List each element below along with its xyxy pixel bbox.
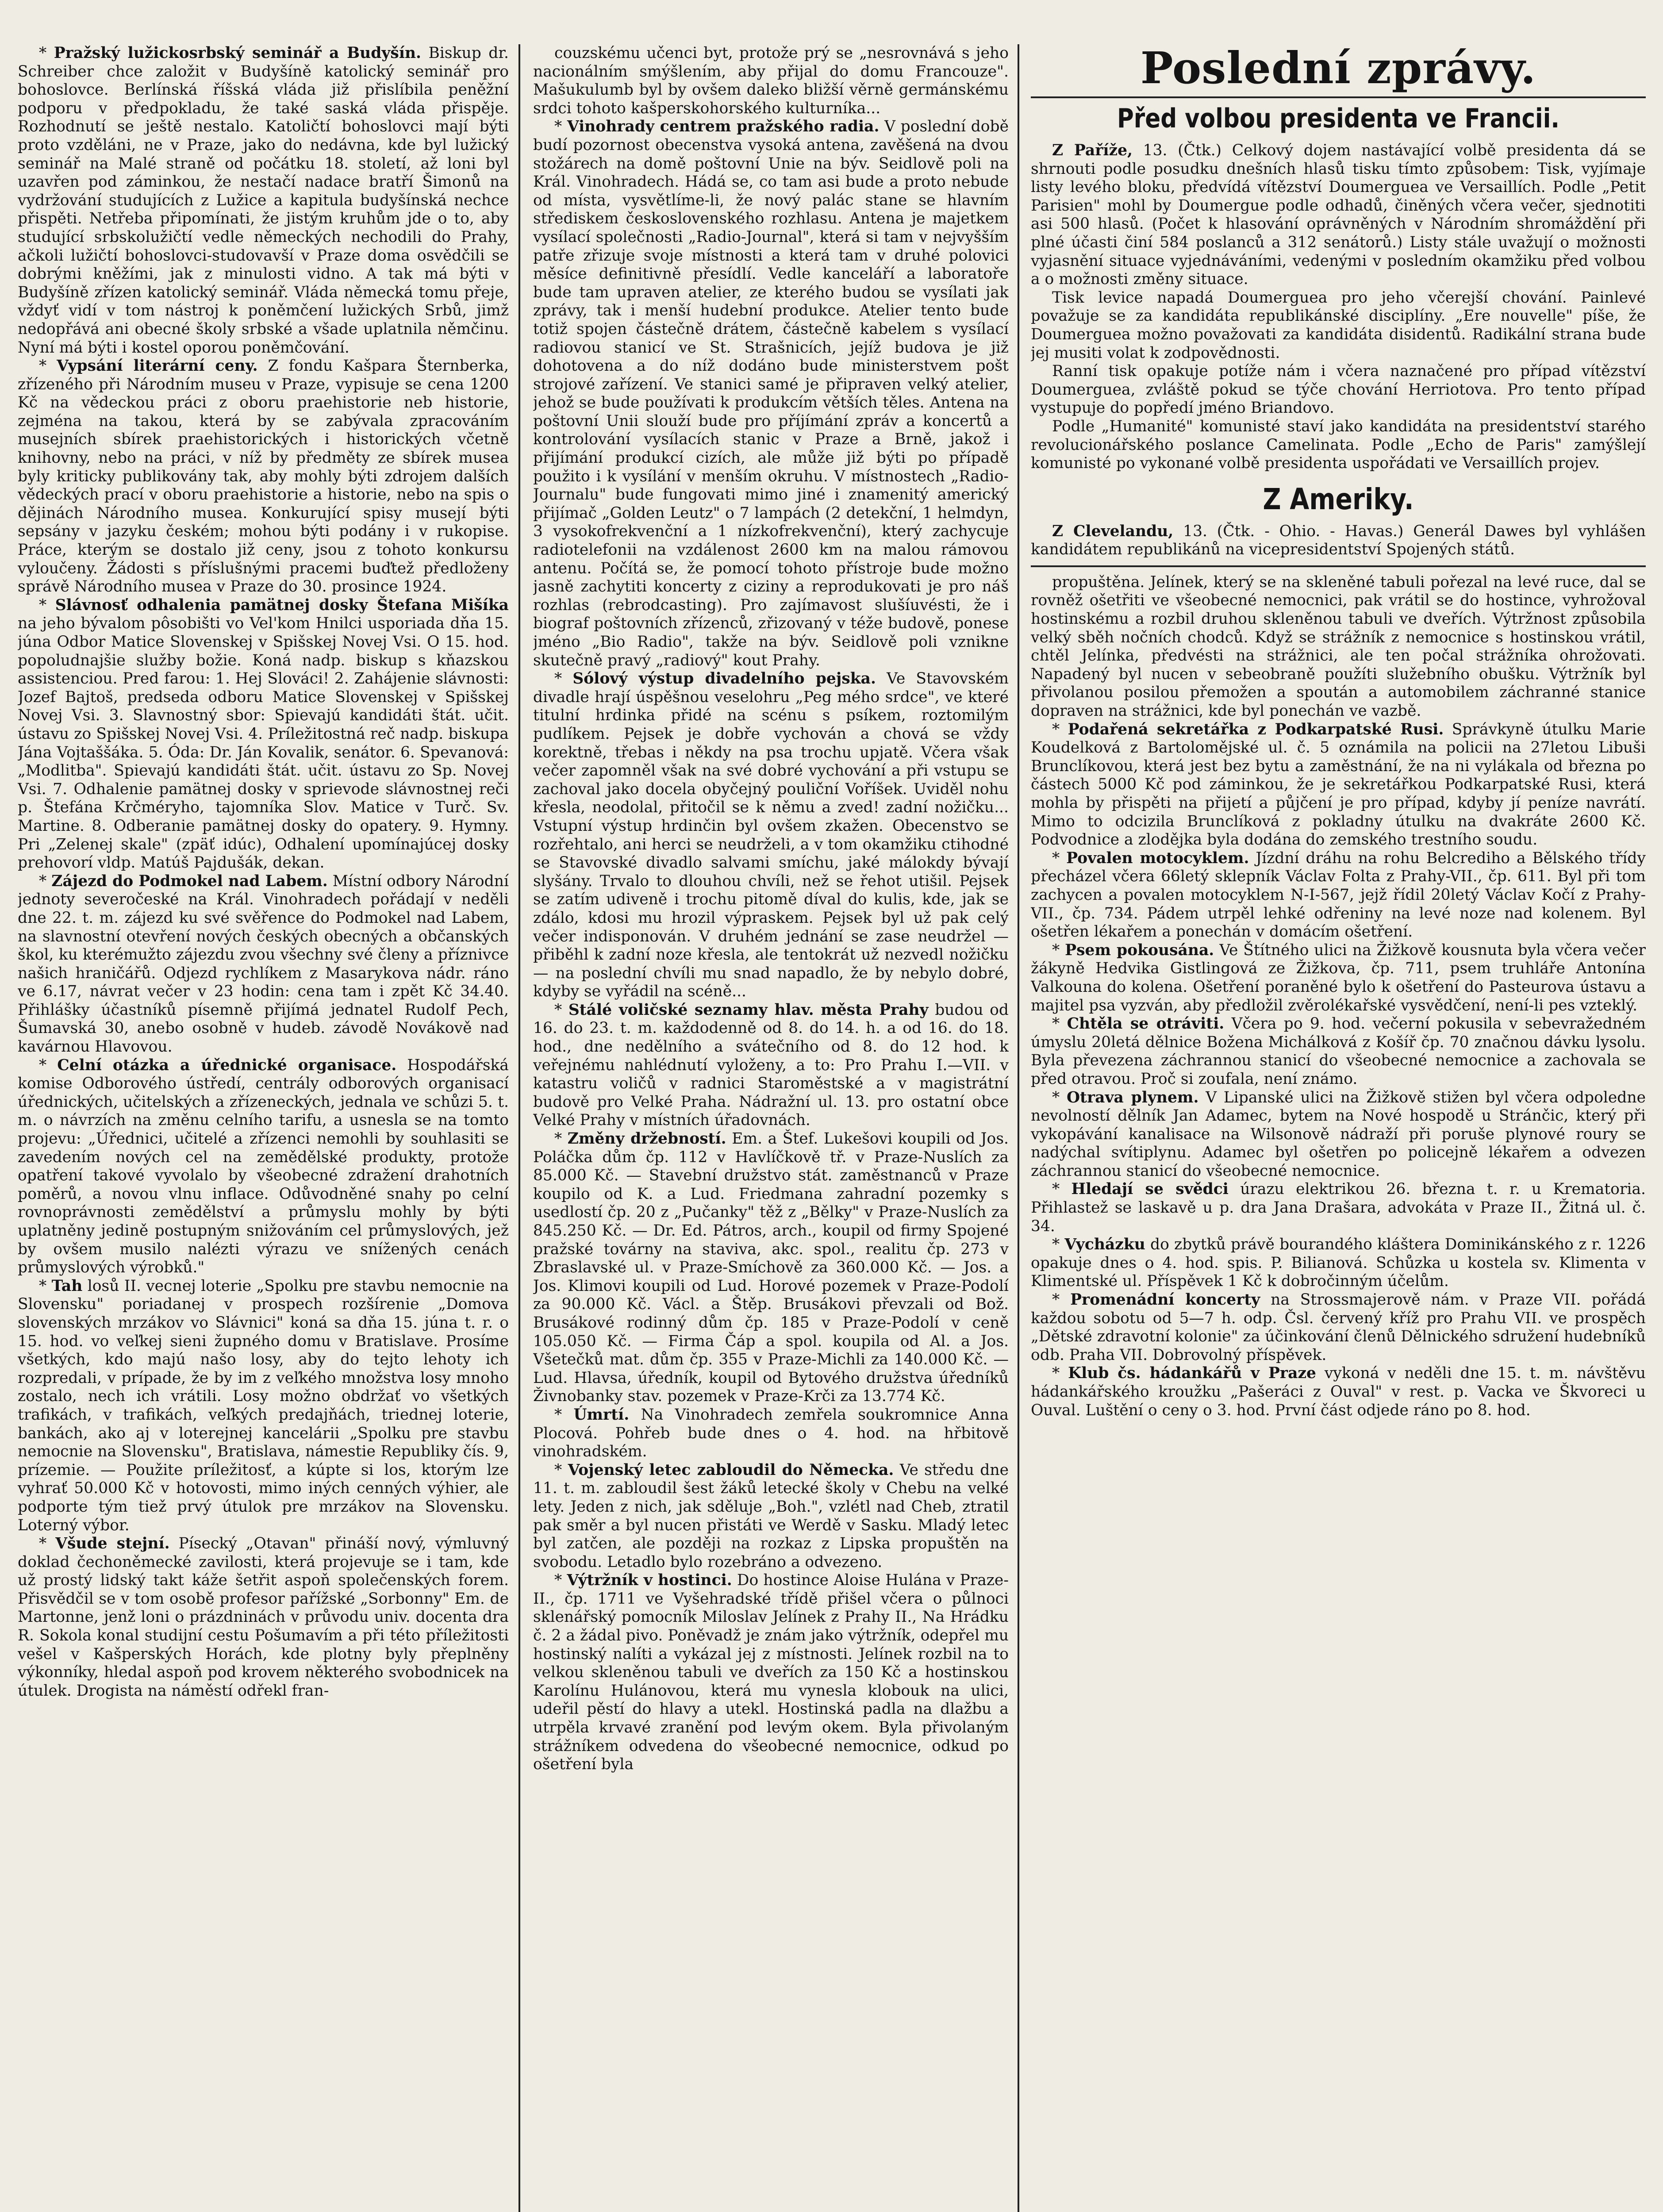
- article-text: Písecký „Otavan" přináší nový, výmluvný doklad čechoněmecké zavilosti, která projevuje se i tam, kde už prostý lidský takt káže šetřit aspoň společenských forem. Přisvědčil se v tom osobě profesor pařížské „Sorbonny" Em. de Martonne, jenž loni o prázdninách v průvodu univ. docenta dra R. Sokola konal studijní cestu Pošumavím a při této příležitosti vešel v Kašperských Horách, kde plotny byly přeplněny výkonníky, hledal aspoň pod krovem některého svobodnicek na útulek. Drogista na náměstí odřekl fran-: [18, 1535, 509, 1700]
- article-heading: Hledají se svědci: [1071, 1180, 1229, 1198]
- article-heading: Slávnosť odhalenia pamätnej dosky Štefana Mišíka: [55, 596, 509, 614]
- article-heading: Sólový výstup divadelního pejska.: [572, 670, 876, 688]
- article-paragraph: * Výtržník v hostinci. Do hostince Aloise Hulána v Praze-II., čp. 1711 ve Vyšehradské třídě přišel včera o půlnoci sklenářský pomocník Miloslav Jelínek z Prahy II., Na Hrádku č. 2 a žádal pivo. Poněvadž je znám jako výtržník, odepřel mu hostinský nalíti a vykázal jej z místnosti. Jelínek rozbil na to velkou skleněnou tabuli ve dveřích za 150 Kč a hostinskou Karolínu Hulánovou, která mu vynesla klobouk na ulici, udeřil pěstí do hlavy a utekl. Hostinská padla na dlažbu a utrpěla krvavé zranění pod levým okem. Byla přivolaným strážníkem odvedena do všeobecné nemocnice, odkud po ošetření byla: [533, 1571, 1009, 1774]
- article-paragraph: * Psem pokousána. Ve Štítného ulici na Žižkově kousnuta byla včera večer žákyně Hedvika Gistlingová ze Žižkova, čp. 711, psem truhláře Antonína Valkouna do kolena. Ošetření poraněné bylo k ošetření do Pasteurova ústavu a majitel psa vyzván, aby předložil zvěrolékařské vysvědčení, není-li pes vzteklý.: [1031, 941, 1646, 1014]
- article-paragraph: * Podařená sekretářka z Podkarpatské Rusi. Správkyně útulku Marie Koudelková z Bartolomějské ul. č. 5 oznámila na policii na 27letou Libuši Brunclíkovou, která jest bez bytu a zaměstnání, že na ni vylákala od března po částech 5000 Kč pod záminkou, že je sekretářkou Podkarpatské Rusi, která mohla by přispěti na přijetí a půjčení je pro případ, kdyby jí peníze navrátí. Mimo to odcizila Brunclíková z pokladny útulku na dvakráte 2600 Kč. Podvodnice a zlodějka byla dodána do zemského trestního soudu.: [1031, 720, 1646, 849]
- section-heading: Z Ameriky.: [1263, 482, 1414, 516]
- column-left: [18, 44, 509, 2212]
- article-text: propuštěna. Jelínek, který se na skleněné tabuli pořezal na levé ruce, dal se rovněž ošetřiti ve všeobecné nemocnici, pak vrátil se do hostince, vyhrožoval hostinskému a rozbil druhou skleněnou tabuli ve dveřích. Výtržnost způsobila velký sběh nočních chodců. Když se strážník z nemocnice s hostinskou vrátil, chtěl Jelínka, předvésti na strážnici, ale ten počal strážníka ohrožovati. Napadený byl nucen v sebeobraně použíti služebního obušku. Výtržník byl přivolanou posilou přemožen a spoután a automobilem záchranné stanice dopraven na strážnici, kde byl ponechán ve vazbě.: [1031, 573, 1646, 720]
- article-heading: Všude stejní.: [55, 1535, 170, 1553]
- article-text: Ranní tisk opakuje potíže nám i včera naznačené pro případ vítězství Doumerguea, zvláště pokud se týče chování Herriotova. Pro tento případ vystupuje do popředí jméno Briandovo.: [1031, 362, 1646, 417]
- article-text: Na Vinohradech zemřela soukromnice Anna Plocová. Pohřeb bude dnes o 4. hod. na hřbitově vinohradském.: [533, 1406, 1009, 1461]
- article-text: vykoná v neděli dne 15. t. m. návštěvu hádankářského kroužku „Pašeráci z Ouval" v rest. p. Vacka ve Škvoreci u Ouval. Luštění o ceny o 3. hod. První část odjede ráno po 8. hod.: [1031, 1364, 1646, 1419]
- article-text: Jízdní dráhu na rohu Belcrediho a Bělského třídy přecházel včera 66letý sklepník Václav Folta z Prahy-VII., čp. 611. Byl při tom zachycen a povalen motocyklem N-I-567, jejž řídil 20letý Václav Kočí z Prahy-VII., čp. 734. Pádem utrpěl lehké odřeniny na levé noze nad kolenem. Byl ošetřen lékařem a ponechán v domácím ošetření.: [1031, 849, 1646, 941]
- article-text: Podle „Humanité" komunisté staví jako kandidáta na presidentství starého revolucionářského poslance Camelinata. Podle „Echo de Paris" zamýšlejí komunisté po vykonané volbě presidenta uspořádati ve Versaillích projev.: [1031, 417, 1646, 472]
- article-heading: Klub čs. hádankářů v Praze: [1068, 1364, 1316, 1382]
- article-paragraph: * Pražský lužickosrbský seminář a Budyšín. Biskup dr. Schreiber chce založit v Budyšíně katolický seminář pro bohoslovce. Berlínská říšská vláda již přislíbila peněžní podporu v předpokladu, že také saská vláda přispěje. Rozhodnutí se ještě nestalo. Katoličtí bohoslovci mají býti proto vzděláni, ne v Praze, jako do nedávna, kde byl lužický seminář na Malé straně od počátku 18. století, až loni byl uzavřen pod záminkou, že nestačí nadace bratří Šimonů na vydržování studujících z Lužice a kapitula budyšínská nechce přispěti. Netřeba připomínati, že jistým kruhům jde o to, aby studující srbskolužičtí vedle německých nechodili do Prahy, ačkoli lužičtí bohoslovci-studovavší v Praze doma osvědčili se dobrými kněžími, jak z minulosti vidno. A tak má býti v Budyšíně zřízen katolický seminář. Vláda německá tomu přeje, vždyť vidí v tom nástroj k poněmčení lužických Srbů, jimž nedopřává ani obecné školy srbské a všade uplatnila němčinu. Nyní má býti i kostel oporou poněmčování.: [18, 44, 509, 357]
- article-paragraph: [533, 44, 1009, 118]
- article-paragraph: * Sólový výstup divadelního pejska. Ve Stavovském divadle hrají úspěšnou veselohru „Peg mého srdce", ve které titulní hrdinka přidé na scénu s psíkem, roztomilým pudlíkem. Pejsek je dobře vychován a chová se vždy korektně, třebas i někdy na psa trochu upjatě. Včera však večer zapomněl však na své dobré vychování a při vstupu se zachoval jako docela obyčejný pouliční Voříšek. Uviděl nohu křesla, neodolal, přitočil se k němu a zved! zadní nožičku... Vstupní výstup hrdinčin byl ovšem zkažen. Obecenstvo se rozřehtalo, ani herci se neudrželi, a v tom okamžiku ctihodné se Stavovské divadlo salvami smíchu, jaké málokdy bývají slyšány. Trvalo to dlouhou chvíli, než se řehot utišil. Pejsek se zatím udiveně i trochu pitomě díval do kulis, kde, jak se zdálo, kdosi mu hrozil výpraskem. Pejsek byl už pak celý večer indisponován. V druhém jednání se zase neudržel — přiběhl k zadní noze křesla, ale tentokrát už nezvedl nožičku — na poslední chvíli mu snad napadlo, že by nebylo dobré, kdyby se vyřádil na scéně...: [533, 670, 1009, 1001]
- divider: [1031, 565, 1646, 567]
- article-heading: Otrava plynem.: [1066, 1088, 1199, 1106]
- news-block-france: [1031, 142, 1646, 473]
- article-paragraph: * Klub čs. hádankářů v Praze vykoná v neděli dne 15. t. m. návštěvu hádankářského kroužku „Pašeráci z Ouval" v rest. p. Vacka ve Škvoreci u Ouval. Luštění o ceny o 3. hod. První část odjede ráno po 8. hod.: [1031, 1364, 1646, 1419]
- banner-headline: Poslední zprávy.: [1140, 44, 1536, 94]
- article-heading: Povalen motocyklem.: [1066, 849, 1249, 867]
- article-text: V poslední době budí pozornost obecenstva vysoká antena, zavěšená na dvou stožárech na domě poštovní Unie na býv. Seidlově poli na Král. Vinohradech. Hádá se, co tam asi bude a proto nebude od místa, vysvětlíme-li, že nový palác stane se hlavním střediskem československého rozhlasu. Antena je majetkem vysílací společnosti „Radio-Journal", která si tam v nejvyšším patře zřizuje svoje místnosti a která tam v druhé polovici měsíce definitivně přesídlí. Vedle kanceláří a laboratoře bude tam upraven atelier, ze kterého budou se vysílati jak zprávy, tak i menší hudební produkce. Atelier tento bude totiž spojen částečně drátem, částečně kabelem s vysílací radiovou stanicí ve St. Strašnicích, jejíž budova je již dohotovena a do níž dodáno bude ministerstvem pošt strojové zařízení. Ve stanici samé je připraven velký atelier, jehož se bude používati k produkcím větších těles. Antena na poštovní Unii slouží bude pro příjímání zpráv a koncertů a kontrolování vysílacích stanic v Praze a Brně, jakož i přijímání produkcí cizích, ale může již býti po případě použito i k vysílání v menším okruhu. V místnostech „Radio-Journalu" bude fungovati mimo jiné i znamenitý americký přijímač „Golden Leutz" o 7 lampách (2 detekční, 1 helmdyn, 3 vysokofrekvenční a 1 nízkofrekvenční), který zachycuje radiotelefonii na vzdálenost 2600 km na malou rámovou antenu. Počítá se, že pomocí tohoto přístroje bude možno jasně zachytiti koncerty z ciziny a reprodukovati je pro náš rozhlas (rebrodcasting). Pro zajímavost slušíuvésti, že i biograf poštovních zřízenců, zřizovaný v téže budově, ponese jméno „Bio Radio", takže na býv. Seidlově poli vznikne skutečně pravý „radiový" kout Prahy.: [533, 118, 1009, 669]
- article-paragraph: * Všude stejní. Písecký „Otavan" přináší nový, výmluvný doklad čechoněmecké zavilosti, která projevuje se i tam, kde už prostý lidský takt káže šetřit aspoň společenských forem. Přisvědčil se v tom osobě profesor pařížské „Sorbonny" Em. de Martonne, jenž loni o prázdninách v průvodu univ. docenta dra R. Sokola konal studijní cestu Pošumavím a při této příležitosti vešel v Kašperských Horách, kde plotny byly přeplněny výkonníky, hledal aspoň pod krovem některého svobodnicek na útulek. Drogista na náměstí odřekl fran-: [18, 1535, 509, 1700]
- article-heading: Tah: [51, 1277, 83, 1295]
- article-text: Správkyně útulku Marie Koudelková z Bartolomějské ul. č. 5 oznámila na policii na 27letou Libuši Brunclíkovou, která jest bez bytu a zaměstnání, že na ni vylákala od března po částech 5000 Kč pod záminkou, že je sekretářkou Podkarpatské Rusi, která mohla by přispěti na přijetí a půjčení je pro případ, kdyby jí peníze navrátí. Mimo to odcizila Brunclíková z pokladny útulku na dvakráte 2600 Kč. Podvodnice a zlodějka byla dodána do zemského trestního soudu.: [1031, 720, 1646, 849]
- article-text: 13. (Čtk.) Celkový dojem nastávající volbě presidenta dá se shrnouti podle posudku dnešních hlasů tisku tímto způsobem: Tisk, vyjímaje listy levého bloku, předvídá vítězství Doumerguea ve Versaillích. Podle „Petit Parisien" mohl by Doumergue podle odhadů, činěných včera večer, sjednotiti asi 500 hlasů. (Počet k hlasování oprávněných v Národním shromáždění při plné účasti činí 584 poslanců a 312 senátorů.) Listy stále uvažují o možnosti vyjasnění situace vyjednáváními, vedenými v posledním okamžiku před volbou a o možnosti změny situace.: [1031, 142, 1646, 288]
- news-block-america: [1031, 522, 1646, 559]
- article-paragraph: * Vypsání literární ceny. Z fondu Kašpara Šternberka, zřízeného při Národním museu v Praze, vypisuje se cena 1200 Kč na vědeckou práci z oboru praehistorie neb historie, zejména na takou, která by se zabývala zpracováním musejních sbírek praehistorických i historických včetně knihovny, nebo na práci, v níž by předměty ze sbírek musea byly kriticky publikovány tak, aby mohly býti zdrojem dalších vědeckých prací v oboru praehistorie a historie, nebo na spis o dějinách Národního musea. Konkurující spisy musejí býti sepsány v jazyku českém; mohou býti podány i v rukopise. Práce, kterým se dostalo již ceny, jsou z tohoto konkursu vyloučeny. Žádosti s příslušnými pracemi buďtež předloženy správě Národního musea v Praze do 30. prosince 1924.: [18, 357, 509, 596]
- divider: [1031, 96, 1646, 98]
- article-paragraph: * Tah losů II. vecnej loterie „Spolku pre stavbu nemocnie na Slovensku" poriadanej v prospech rozšírenie „Domova slovenských mrzákov vo Slávnici" koná sa dňa 15. júna t. r. o 15. hod. vo veľkej sieni župného domu v Bratislave. Prosíme všetkých, kdo majú našo losy, aby do tejto lehoty ich rozpredali, v prípade, že by im z veľkého množstva losy mnoho zostalo, nech ich vrátili. Losy možno obdržať vo všetkých trafikách, v trafikách, veľkých predajňách, triednej loterie, bankách, ako aj v loterejnej kancelárii „Spolku pre stavbu nemocnie na Slovensku", Bratislava, námestie Republiky čís. 9, prízemie. — Použite príležitosť, a kúpte si los, ktorým lze vyhrať 50.000 Kč v hotovosti, mimo iných cenných výhier, ale podporte tým tiež prvý útulok pre mrzákov na Slovensku. Loterný výbor.: [18, 1277, 509, 1534]
- article-text: na Strossmajerově nám. v Praze VII. pořádá každou sobotu od 5—7 h. odp. Čsl. červený kříž pro Prahu VII. ve prospěch „Dětské zdravotní kolonie" za účinkování členů Dělnického sdružení hudebníků odb. Praha VII. Dobrovolný příspěvek.: [1031, 1291, 1646, 1364]
- article-paragraph: * Vinohrady centrem pražského radia. V poslední době budí pozornost obecenstva vysoká antena, zavěšená na dvou stožárech na domě poštovní Unie na býv. Seidlově poli na Král. Vinohradech. Hádá se, co tam asi bude a proto nebude od místa, vysvětlíme-li, že nový palác stane se hlavním střediskem československého rozhlasu. Antena je majetkem vysílací společnosti „Radio-Journal", která si tam v nejvyšším patře zřizuje svoje místnosti a která tam v druhé polovici měsíce definitivně přesídlí. Vedle kanceláří a laboratoře bude tam upraven atelier, ze kterého budou se vysílati jak zprávy, tak i menší hudební produkce. Atelier tento bude totiž spojen částečně drátem, částečně kabelem s vysílací radiovou stanicí ve St. Strašnicích, jejíž budova je již dohotovena a do níž dodáno bude ministerstvem pošt strojové zařízení. Ve stanici samé je připraven velký atelier, jehož se bude používati k produkcím větších těles. Antena na poštovní Unii slouží bude pro příjímání zpráv a koncertů a kontrolování vysílacích stanic v Praze a Brně, jakož i přijímání produkcí cizích, ale může již býti po případě použito i k vysílání v menším okruhu. V místnostech „Radio-Journalu" bude fungovati mimo jiné i znamenitý americký přijímač „Golden Leutz" o 7 lampách (2 detekční, 1 helmdyn, 3 vysokofrekvenční a 1 nízkofrekvenční), který zachycuje radiotelefonii na vzdálenost 2600 km na malou rámovou antenu. Počítá se, že pomocí tohoto přístroje bude možno jasně zachytiti koncerty z ciziny a reprodukovati je pro náš rozhlas (rebrodcasting). Pro zajímavost slušíuvésti, že i biograf poštovních zřízenců, zřizovaný v téže budově, ponese jméno „Bio Radio", takže na býv. Seidlově poli vznikne skutečně pravý „radiový" kout Prahy.: [533, 118, 1009, 669]
- article-paragraph: [1031, 142, 1646, 289]
- article-heading: Promenádní koncerty: [1070, 1291, 1260, 1309]
- article-text: couzskému učenci byt, protože prý se „nesrovnává s jeho nacionálním smýšlením, aby přijal do domu Francouze". Mašukulumb byl by ovšem daleko bližší věrně germánskému srdci tohoto kašperskohorského kulturníka...: [533, 44, 1009, 117]
- article-heading: Úmrtí.: [573, 1406, 630, 1424]
- article-heading: Podařená sekretářka z Podkarpatské Rusi.: [1068, 720, 1444, 738]
- article-paragraph: [1031, 522, 1646, 559]
- article-text: Z fondu Kašpara Šternberka, zřízeného při Národním museu v Praze, vypisuje se cena 1200 Kč na vědeckou práci z oboru praehistorie neb historie, zejména na takou, která by se zabývala zpracováním musejních sbírek praehistorických i historických včetně knihovny, nebo na práci, v níž by předměty ze sbírek musea byly kriticky publikovány tak, aby mohly býti zdrojem dalších vědeckých prací v oboru praehistorie a historie, nebo na spis o dějinách Národního musea. Konkurující spisy musejí býti sepsány v jazyku českém; mohou býti podány i v rukopise. Práce, kterým se dostalo již ceny, jsou z tohoto konkursu vyloučeny. Žádosti s příslušnými pracemi buďtež předloženy správě Národního musea v Praze do 30. prosince 1924.: [18, 357, 509, 596]
- article-paragraph: * Úmrtí. Na Vinohradech zemřela soukromnice Anna Plocová. Pohřeb bude dnes o 4. hod. na hřbitově vinohradském.: [533, 1406, 1009, 1461]
- column-middle: [533, 44, 1009, 2212]
- article-text: losů II. vecnej loterie „Spolku pre stavbu nemocnie na Slovensku" poriadanej v prospech rozšírenie „Domova slovenských mrzákov vo Slávnici" koná sa dňa 15. júna t. r. o 15. hod. vo veľkej sieni župného domu v Bratislave. Prosíme všetkých, kdo majú našo losy, aby do tejto lehoty ich rozpredali, v prípade, že by im z veľkého množstva losy mnoho zostalo, nech ich vrátili. Losy možno obdržať vo všetkých trafikách, v trafikách, veľkých predajňách, triednej loterie, bankách, ako aj v loterejnej kancelárii „Spolku pre stavbu nemocnie na Slovensku", Bratislava, námestie Republiky čís. 9, prízemie. — Použite príležitosť, a kúpte si los, ktorým lze vyhrať 50.000 Kč v hotovosti, mimo iných cenných výhier, ale podporte tým tiež prvý útulok pre mrzákov na Slovensku. Loterný výbor.: [18, 1277, 509, 1534]
- subheadline: Před volbou presidenta ve Francii.: [1117, 103, 1560, 134]
- article-heading: Z Paříže,: [1052, 142, 1133, 159]
- article-text: Biskup dr. Schreiber chce založit v Budyšíně katolický seminář pro bohoslovce. Berlínská říšská vláda již přislíbila peněžní podporu v předpokladu, že také saská vláda přispěje. Rozhodnutí se ještě nestalo. Katoličtí bohoslovci mají býti proto vzděláni, ne v Praze, jako do nedávna, kde byl lužický seminář na Malé straně od počátku 18. století, až loni byl uzavřen pod záminkou, že nestačí nadace bratří Šimonů na vydržování studujících z Lužice a kapitula budyšínská nechce přispěti. Netřeba připomínati, že jistým kruhům jde o to, aby studující srbskolužičtí vedle německých nechodili do Prahy, ačkoli lužičtí bohoslovci-studovavší v Praze doma osvědčili se dobrými kněžími, jak z minulosti vidno. A tak má býti v Budyšíně zřízen katolický seminář. Vláda německá tomu přeje, vždyť vidí v tom nástroj k poněmčení lužických Srbů, jimž nedopřává ani obecné školy srbské a všade uplatnila němčinu. Nyní má býti i kostel oporou poněmčování.: [18, 44, 509, 357]
- article-text: na jeho bývalom pôsobišti vo Vel'kom Hnilci usporiada dňa 15. júna Odbor Matice Slovenskej v Spišskej Novej Vsi. O 15. hod. popoludnajšie služby božie. Koná nadp. biskup s kňazskou assistenciou. Pred farou: 1. Hej Slováci! 2. Zahájenie slávnosti: Jozef Bajtoš, predseda odboru Matice Slovenskej v Spišskej Novej Vsi. 3. Slavnostný sbor: Spievajú kandidáti štát. učit. ústavu zo Spišskej Novej Vsi. 4. Príležitostná reč nadp. biskupa Jána Vojtaššáka. 5. Óda: Dr. Ján Kovalik, senátor. 6. Spevanová: „Modlitba". Spievajú kandidáti štát. učit. ústavu zo Sp. Novej Vsi. 7. Odhalenie pamätnej dosky v sprievode slávnostnej reči p. Štefána Krčméryho, tajomníka Slov. Matice v Turč. Sv. Martine. 8. Odberanie pamätnej dosky do opatery. 9. Hymny. Pri „Zelenej skale" (zpäť idúc), Odhalení upomínajúcej dosky prehovorí vldp. Matúš Pajdušák, dekan.: [18, 614, 509, 872]
- article-heading: Z Clevelandu,: [1052, 522, 1174, 540]
- article-heading: Chtěla se otráviti.: [1067, 1015, 1225, 1033]
- article-heading: Zájezd do Podmokel nad Labem.: [51, 872, 328, 890]
- article-paragraph: * Celní otázka a úřednické organisace. Hospodářská komise Odborového ústředí, centrály odborových organisací úřednických, učitelských a zřízeneckých, jednala ve schůzi 5. t. m. o návrzích na změnu celního tarifu, a usnesla se na tomto projevu: „Úřednici, učitelé a zřízenci nemohli by souhlasiti se zavedením nových cel na zemědělské produkty, protože opatření takové vyvolalo by všeobecné zdražení drahotních poměrů, a novou vlnu inflace. Odůvodněné snahy po celní rovnoprávnosti zemědělství a průmyslu mohly by býti uplatněny jedině postupným snižováním cel průmyslových, jež by ovšem musilo nalézti výrazu ve snížených cenách průmyslových výrobků.": [18, 1056, 509, 1277]
- article-heading: Vinohrady centrem pražského radia.: [567, 118, 880, 136]
- article-text: 13. (Čtk. - Ohio. - Havas.) Generál Dawes byl vyhlášen kandidátem republikánů na vicepresidentství Spojených států.: [1031, 522, 1646, 559]
- article-paragraph: * Stálé voličské seznamy hlav. města Prahy budou od 16. do 23. t. m. každodenně od 8. do 14. h. a od 16. do 18. hod., dne nedělního a svátečního od 8. do 12 hod. k veřejnému nahlédnutí vyloženy, a to: Pro Prahu I.—VII. v katastru voličů v radnici Staroměstské a v magistrátní budově pro Velké Praha. Nádražní ul. 13. pro ostatní obce Velké Prahy v místních úřadovnách.: [533, 1001, 1009, 1129]
- column-right: [1031, 44, 1646, 2212]
- article-paragraph: * Hledají se svědci úrazu elektrikou 26. března t. r. u Krematoria. Přihlastež se laskavě u p. dra Jana Drašara, advokáta v Praze II., Žitná ul. č. 34.: [1031, 1180, 1646, 1235]
- column-divider: [1018, 44, 1019, 2212]
- article-text: úrazu elektrikou 26. března t. r. u Krematoria. Přihlastež se laskavě u p. dra Jana Drašara, advokáta v Praze II., Žitná ul. č. 34.: [1031, 1180, 1646, 1235]
- article-paragraph: * Změny držebností. Em. a Štef. Lukešovi koupili od Jos. Poláčka dům čp. 112 v Havlíčkově tř. v Praze-Nuslích za 85.000 Kč. — Stavební družstvo stát. zaměstnanců v Praze koupilo od K. a Lud. Friedmana zahradní pozemky s usedlostí čp. 20 z „Pučanky" těž z „Bělky" v Praze-Nuslích za 845.250 Kč. — Dr. Ed. Pátros, arch., koupil od firmy Spojené pražské továrny na staviva, akc. spol., realitu čp. 273 v Zbraslavské ul. v Praze-Smíchově za 360.000 Kč. — Jos. a Jos. Klimovi koupili od Lud. Horové pozemek v Praze-Podolí za 90.000 Kč. Václ. a Štěp. Brusákovi převzali od Bož. Brusákové rodinný dům čp. 185 v Praze-Podolí v ceně 105.050 Kč. — Firma Čáp a spol. koupila od Al. a Jos. Všetečků mat. dům čp. 355 v Praze-Michli za 140.000 Kč. — Lud. Hlavsa, úředník, koupil od Bytového družstva úředníků Živnobanky stav. pozemek v Praze-Krči za 13.774 Kč.: [533, 1130, 1009, 1406]
- article-heading: Celní otázka a úřednické organisace.: [57, 1056, 397, 1074]
- article-heading: Vycházku: [1064, 1236, 1145, 1254]
- article-heading: Psem pokousána.: [1065, 941, 1214, 959]
- article-paragraph: * Chtěla se otráviti. Včera po 9. hod. večerní pokusila v sebevražedném úmyslu 20letá dělnice Božena Michálková z Košíř čp. 70 značnou dávku lysolu. Byla převezena záchrannou stanicí do všeobecné nemocnice a zachovala se před otravou. Proč si zoufala, není známo.: [1031, 1015, 1646, 1088]
- article-heading: Výtržník v hostinci.: [567, 1571, 732, 1590]
- article-paragraph: * Otrava plynem. V Lipanské ulici na Žižkově stižen byl včera odpoledne nevolností dělník Jan Adamec, bytem na Nové hospodě u Stránčic, který při vykopávání kanalisace na Wilsonově nádraží při poruše plynové roury se nadýchal svítiplynu. Adamec byl ošetřen po policejně lékařem a odvezen záchrannou stanicí do všeobecné nemocnice.: [1031, 1088, 1646, 1180]
- article-text: Ve středu dne 11. t. m. zabloudil šest žáků letecké školy v Chebu na velké lety. Jeden z nich, jak sděluje „Boh.", vzlétl nad Cheb, ztratil pak směr a byl nucen přistáti ve Werdě v Sasku. Mladý letec byl zatčen, ale později na rozkaz z Lipska propuštěn na svobodu. Letadlo bylo rozebráno a odvezeno.: [533, 1461, 1009, 1571]
- article-paragraph: [1031, 289, 1646, 362]
- article-text: Tisk levice napadá Doumerguea pro jeho včerejší chování. Painlevé považuje se za kandidáta republikánské disciplíny. „Ere nouvelle" píše, že Doumerguea možno považovati za kandidáta disidentů. Radikální strana bude jej musiti volat k zodpovědnosti.: [1031, 288, 1646, 362]
- article-text: Včera po 9. hod. večerní pokusila v sebevražedném úmyslu 20letá dělnice Božena Michálková z Košíř čp. 70 značnou dávku lysolu. Byla převezena záchrannou stanicí do všeobecné nemocnice a zachovala se před otravou. Proč si zoufala, není známo.: [1031, 1015, 1646, 1088]
- article-paragraph: [1031, 573, 1646, 721]
- article-paragraph: * Promenádní koncerty na Strossmajerově nám. v Praze VII. pořádá každou sobotu od 5—7 h. odp. Čsl. červený kříž pro Prahu VII. ve prospěch „Dětské zdravotní kolonie" za účinkování členů Dělnického sdružení hudebníků odb. Praha VII. Dobrovolný příspěvek.: [1031, 1291, 1646, 1364]
- article-heading: Vypsání literární ceny.: [57, 357, 258, 375]
- article-paragraph: * Zájezd do Podmokel nad Labem. Místní odbory Národní jednoty severočeské na Král. Vinohradech pořádají v neděli dne 22. t. m. zájezd ku své svěřence do Podmokel nad Labem, na slavnostní otevření nových českých obecných a občanských škol, ku kterémužto zájezdu zvou všechny své členy a příznivce našich hraničářů. Odjezd rychlíkem z Masarykova nádr. ráno ve 6.17, návrat večer v 23 hodin: cena tam i zpět Kč 34.40. Přihlášky účastníků písemně přijímá jednatel Rudolf Pech, Šumavská 30, anebo osobně v hudeb. závodě Novákově nad kavárnou Hlavovou.: [18, 872, 509, 1056]
- article-text: Hospodářská komise Odborového ústředí, centrály odborových organisací úřednických, učitelských a zřízeneckých, jednala ve schůzi 5. t. m. o návrzích na změnu celního tarifu, a usnesla se na tomto projevu: „Úřednici, učitelé a zřízenci nemohli by souhlasiti se zavedením nových cel na zemědělské produkty, protože opatření takové vyvolalo by všeobecné zdražení drahotních poměrů, a novou vlnu inflace. Odůvodněné snahy po celní rovnoprávnosti zemědělství a průmyslu mohly by býti uplatněny jedině postupným snižováním cel průmyslových, jež by ovšem musilo nalézti výrazu ve snížených cenách průmyslových výrobků.": [18, 1056, 509, 1277]
- article-paragraph: [1031, 418, 1646, 473]
- article-text: Em. a Štef. Lukešovi koupili od Jos. Poláčka dům čp. 112 v Havlíčkově tř. v Praze-Nuslích za 85.000 Kč. — Stavební družstvo stát. zaměstnanců v Praze koupilo od K. a Lud. Friedmana zahradní pozemky s usedlostí čp. 20 z „Pučanky" těž z „Bělky" v Praze-Nuslích za 845.250 Kč. — Dr. Ed. Pátros, arch., koupil od firmy Spojené pražské továrny na staviva, akc. spol., realitu čp. 273 v Zbraslavské ul. v Praze-Smíchově za 360.000 Kč. — Jos. a Jos. Klimovi koupili od Lud. Horové pozemek v Praze-Podolí za 90.000 Kč. Václ. a Štěp. Brusákovi převzali od Bož. Brusákové rodinný dům čp. 185 v Praze-Podolí v ceně 105.050 Kč. — Firma Čáp a spol. koupila od Al. a Jos. Všetečků mat. dům čp. 355 v Praze-Michli za 140.000 Kč. — Lud. Hlavsa, úředník, koupil od Bytového družstva úředníků Živnobanky stav. pozemek v Praze-Krči za 13.774 Kč.: [533, 1130, 1009, 1406]
- article-text: Ve Štítného ulici na Žižkově kousnuta byla včera večer žákyně Hedvika Gistlingová ze Žižkova, čp. 711, psem truhláře Antonína Valkouna do kolena. Ošetření poraněné bylo k ošetření do Pasteurova ústavu a majitel psa vyzván, aby předložil zvěrolékařské vysvědčení, není-li pes vzteklý.: [1031, 941, 1646, 1014]
- news-block-local: [1031, 573, 1646, 1420]
- article-heading: Změny držebností.: [567, 1130, 726, 1148]
- article-text: V Lipanské ulici na Žižkově stižen byl včera odpoledne nevolností dělník Jan Adamec, bytem na Nové hospodě u Stránčic, který při vykopávání kanalisace na Wilsonově nádraží při poruše plynové roury se nadýchal svítiplynu. Adamec byl ošetřen po policejně lékařem a odvezen záchrannou stanicí do všeobecné nemocnice.: [1031, 1088, 1646, 1180]
- article-text: do zbytků právě bourandého kláštera Dominikánského z r. 1226 opakuje dnes o 4. hod. spis. P. Bilianová. Schůzka u kostela sv. Klimenta v Klimentské ul. Příspěvek 1 Kč k dobročinným účelům.: [1031, 1236, 1646, 1290]
- article-paragraph: [1031, 362, 1646, 418]
- article-text: budou od 16. do 23. t. m. každodenně od 8. do 14. h. a od 16. do 18. hod., dne nedělního a svátečního od 8. do 12 hod. k veřejnému nahlédnutí vyloženy, a to: Pro Prahu I.—VII. v katastru voličů v radnici Staroměstské a v magistrátní budově pro Velké Praha. Nádražní ul. 13. pro ostatní obce Velké Prahy v místních úřadovnách.: [533, 1001, 1009, 1129]
- article-text: Do hostince Aloise Hulána v Praze-II., čp. 1711 ve Vyšehradské třídě přišel včera o půlnoci sklenářský pomocník Miloslav Jelínek z Prahy II., Na Hrádku č. 2 a žádal pivo. Poněvadž je znám jako výtržník, odepřel mu hostinský nalíti a vykázal jej z místnosti. Jelínek rozbil na to velkou skleněnou tabuli ve dveřích za 150 Kč a hostinskou Karolínu Hulánovou, která mu vynesla klobouk na ulici, udeřil pěstí do hlavy a utekl. Hostinská padla na dlažbu a utrpěla krvavé zranění pod levým okem. Byla přivolaným strážníkem odvedena do všeobecné nemocnice, odkud po ošetření byla: [533, 1571, 1009, 1774]
- column-divider: [518, 44, 520, 2212]
- article-text: Ve Stavovském divadle hrají úspěšnou veselohru „Peg mého srdce", ve které titulní hrdinka přidé na scénu s psíkem, roztomilým pudlíkem. Pejsek je dobře vychován a chová se vždy korektně, třebas i někdy na psa trochu upjatě. Včera však večer zapomněl však na své dobré vychování a při vstupu se zachoval jako docela obyčejný pouliční Voříšek. Uviděl nohu křesla, neodolal, přitočil se k němu a zved! zadní nožičku... Vstupní výstup hrdinčin byl ovšem zkažen. Obecenstvo se rozřehtalo, ani herci se neudrželi, a v tom okamžiku ctihodné se Stavovské divadlo salvami smíchu, jaké málokdy bývají slyšány. Trvalo to dlouhou chvíli, než se řehot utišil. Pejsek se zatím udiveně i trochu pitomě díval do kulis, kde, jak se zdálo, kdosi mu hrozil výpraskem. Pejsek byl už pak celý večer indisponován. V druhém jednání se zase neudržel — přiběhl k zadní noze křesla, ale tentokrát už nezvedl nožičku — na poslední chvíli mu snad napadlo, že by nebylo dobré, kdyby se vyřádil na scéně...: [533, 670, 1009, 1001]
- article-text: Místní odbory Národní jednoty severočeské na Král. Vinohradech pořádají v neděli dne 22. t. m. zájezd ku své svěřence do Podmokel nad Labem, na slavnostní otevření nových českých obecných a občanských škol, ku kterémužto zájezdu zvou všechny své členy a příznivce našich hraničářů. Odjezd rychlíkem z Masarykova nádr. ráno ve 6.17, návrat večer v 23 hodin: cena tam i zpět Kč 34.40. Přihlášky účastníků písemně přijímá jednatel Rudolf Pech, Šumavská 30, anebo osobně v hudeb. závodě Novákově nad kavárnou Hlavovou.: [18, 872, 509, 1056]
- article-paragraph: * Vycházku do zbytků právě bourandého kláštera Dominikánského z r. 1226 opakuje dnes o 4. hod. spis. P. Bilianová. Schůzka u kostela sv. Klimenta v Klimentské ul. Příspěvek 1 Kč k dobročinným účelům.: [1031, 1236, 1646, 1290]
- article-paragraph: * Vojenský letec zabloudil do Německa. Ve středu dne 11. t. m. zabloudil šest žáků letecké školy v Chebu na velké lety. Jeden z nich, jak sděluje „Boh.", vzlétl nad Cheb, ztratil pak směr a byl nucen přistáti ve Werdě v Sasku. Mladý letec byl zatčen, ale později na rozkaz z Lipska propuštěn na svobodu. Letadlo bylo rozebráno a odvezeno.: [533, 1461, 1009, 1571]
- article-paragraph: * Slávnosť odhalenia pamätnej dosky Štefana Mišíka na jeho bývalom pôsobišti vo Vel'kom Hnilci usporiada dňa 15. júna Odbor Matice Slovenskej v Spišskej Novej Vsi. O 15. hod. popoludnajšie služby božie. Koná nadp. biskup s kňazskou assistenciou. Pred farou: 1. Hej Slováci! 2. Zahájenie slávnosti: Jozef Bajtoš, predseda odboru Matice Slovenskej v Spišskej Novej Vsi. 3. Slavnostný sbor: Spievajú kandidáti štát. učit. ústavu zo Spišskej Novej Vsi. 4. Príležitostná reč nadp. biskupa Jána Vojtaššáka. 5. Óda: Dr. Ján Kovalik, senátor. 6. Spevanová: „Modlitba". Spievajú kandidáti štát. učit. ústavu zo Sp. Novej Vsi. 7. Odhalenie pamätnej dosky v sprievode slávnostnej reči p. Štefána Krčméryho, tajomníka Slov. Matice v Turč. Sv. Martine. 8. Odberanie pamätnej dosky do opatery. 9. Hymny. Pri „Zelenej skale" (zpäť idúc), Odhalení upomínajúcej dosky prehovorí vldp. Matúš Pajdušák, dekan.: [18, 596, 509, 872]
- article-heading: Vojenský letec zabloudil do Německa.: [568, 1461, 894, 1479]
- article-heading: Pražský lužickosrbský seminář a Budyšín.: [54, 44, 422, 62]
- article-paragraph: * Povalen motocyklem. Jízdní dráhu na rohu Belcrediho a Bělského třídy přecházel včera 66letý sklepník Václav Folta z Prahy-VII., čp. 611. Byl při tom zachycen a povalen motocyklem N-I-567, jejž řídil 20letý Václav Kočí z Prahy-VII., čp. 734. Pádem utrpěl lehké odřeniny na levé noze nad kolenem. Byl ošetřen lékařem a ponechán v domácím ošetření.: [1031, 849, 1646, 941]
- article-heading: Stálé voličské seznamy hlav. města Prahy: [568, 1001, 929, 1019]
